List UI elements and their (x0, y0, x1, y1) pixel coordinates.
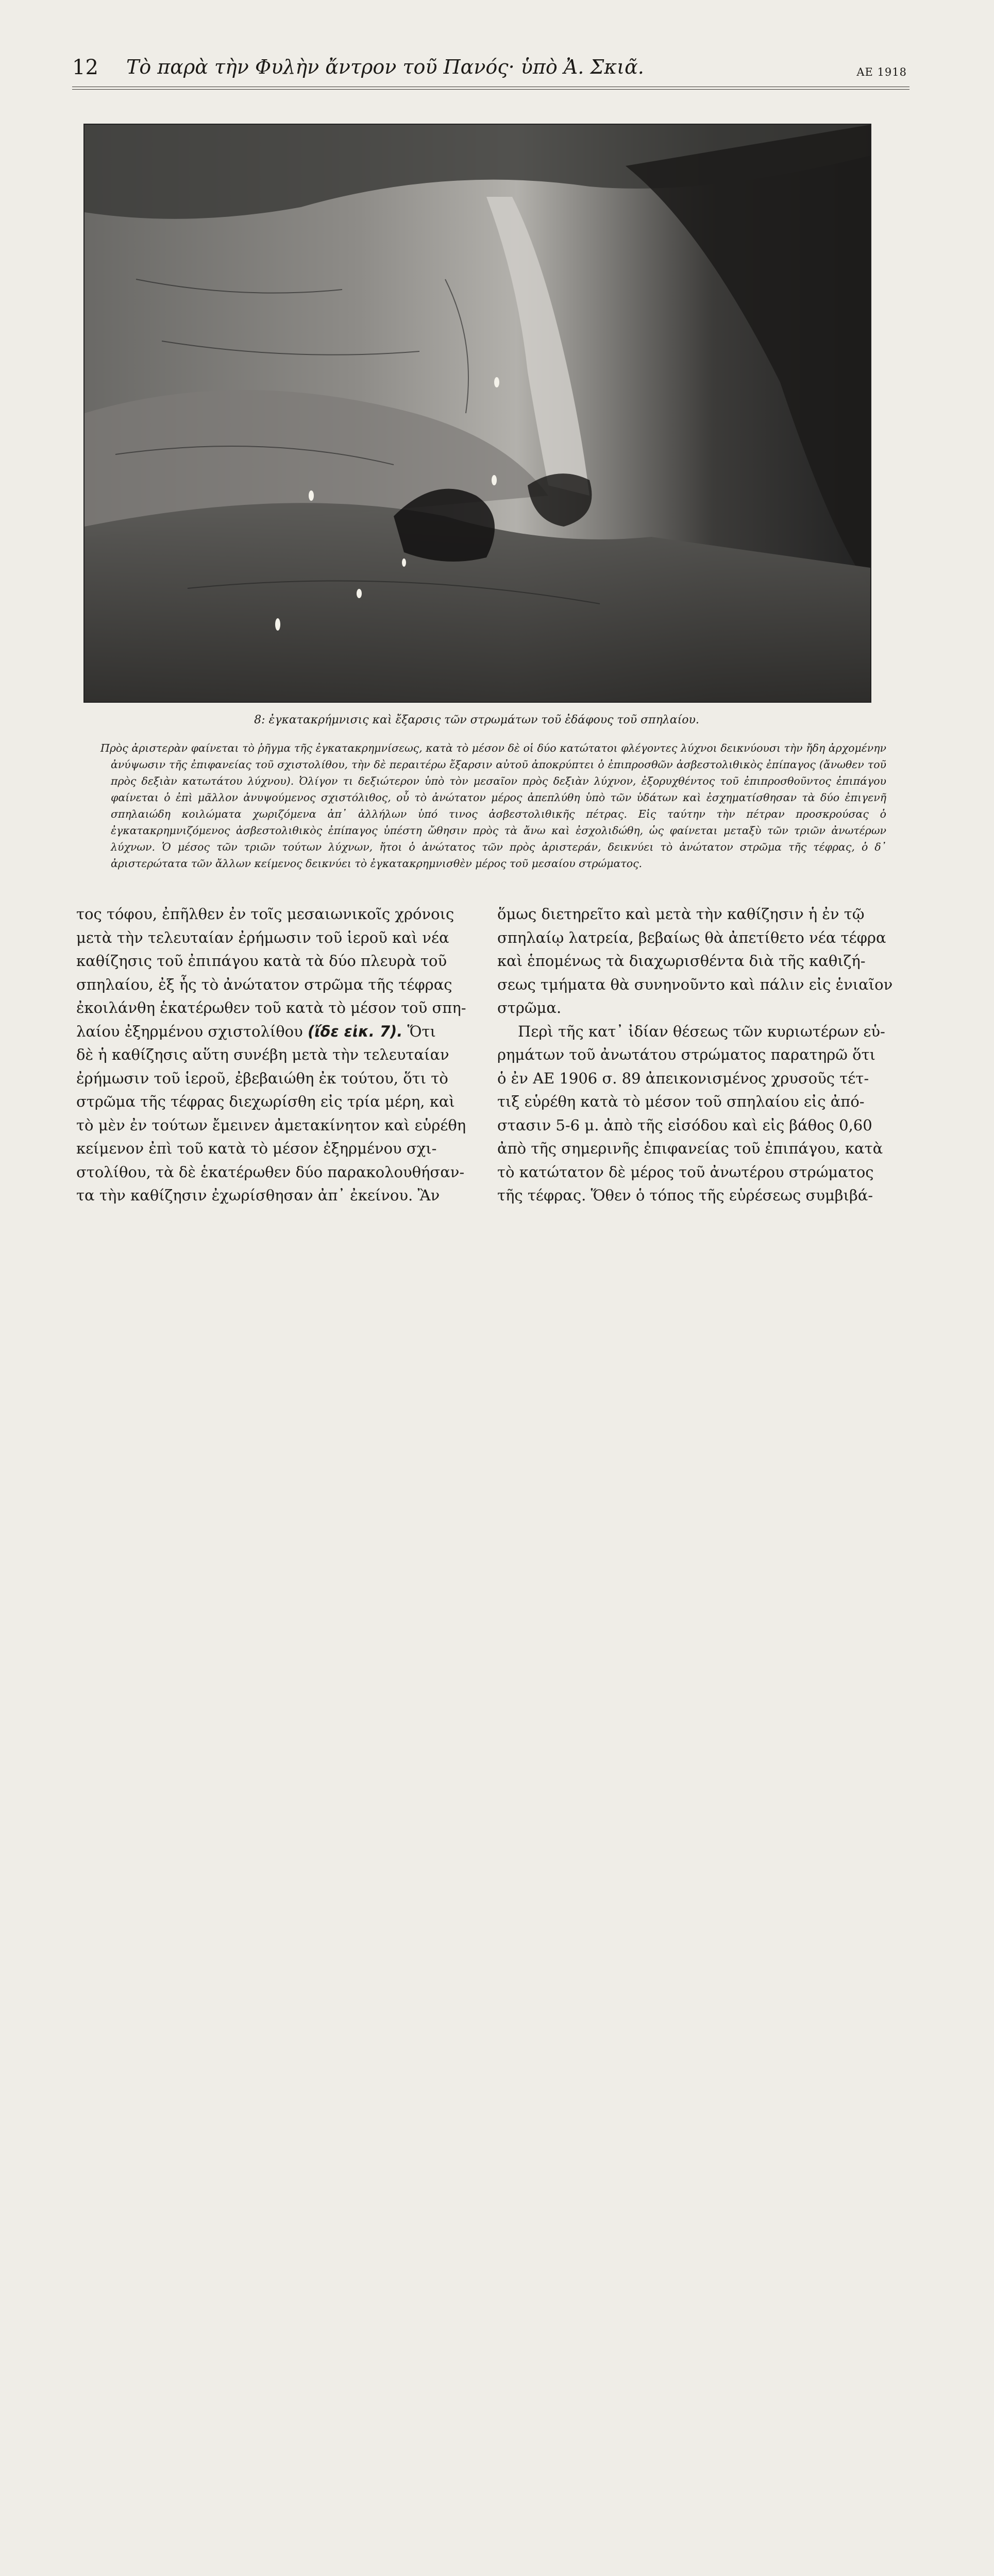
text-line: ρημάτων τοῦ ἀνωτάτου στρώματος παρατηρῶ ὅτι (497, 1046, 875, 1063)
text-line: σεως τμήματα θὰ συνηνοῦντο καὶ πάλιν εἰς ἑνιαῖον (497, 975, 893, 993)
lamp-lower (357, 589, 362, 598)
lamp-lower-middle (402, 558, 406, 567)
text-line: δὲ ἡ καθίζησις αὕτη συνέβη μετὰ τὴν τελευταίαν (76, 1046, 449, 1063)
text-line: τὸ μὲν ἐν τούτων ἔμεινεν ἀμετακίνητον καὶ εὑρέθη (76, 1116, 466, 1134)
running-title: Τὸ παρὰ τὴν Φυλὴν ἄντρον τοῦ Πανός· ὑπὸ Ἀ. Σκιᾶ. (126, 56, 644, 78)
text-line-part: λαίου ἐξηρμένου σχιστολίθου (76, 1022, 303, 1040)
page-footer (0, 1334, 994, 1412)
text-line: στρῶμα τῆς τέφρας διεχωρίσθη εἰς τρία μέρη, καὶ (76, 1093, 455, 1110)
text-line: τιξ εὑρέθη κατὰ τὸ μέσον τοῦ σπηλαίου εἰς ἀπό- (497, 1093, 865, 1110)
figure-description: Πρὸς ἀριστερὰν φαίνεται τὸ ῥῆγμα τῆς ἐγκατακρημνίσεως, κατὰ τὸ μέσον δὲ οἱ δύο κατώτατοι φλέγοντες λύχνοι δεικνύουσι τὴν ἤδη ἀρχομένην ἀνύψωσιν τῆς ἐπιφανείας τοῦ σχιστολίθου, τὴν δὲ περαιτέρω ἔξαρσιν αὐτοῦ ἀποκρύπτει ὁ ἐπιπροσθῶν ἀσβεστολιθικὸς ἐπίπαγος (ἄνωθεν τοῦ πρὸς δεξιὰν κατωτάτου λύχνου). Ὀλίγον τι δεξιώτερον ὑπὸ τὸν μεσαῖον πρὸς δεξιὰν λύχνον, ἐξορυχθέντος τοῦ ἐπιπροσθοῦντος ἐπιπάγου φαίνεται ὁ ἐπὶ μᾶλλον ἀνυψούμενος σχιστόλιθος, οὗ τὸ ἀνώτατον μέρος ἀπεπλύθη ὑπὸ τῶν ὑδάτων καὶ ἐσχηματίσθησαν τὰ δύο ἐπιγενῆ σπηλαιώδη κοιλώματα χωριζόμενα ἀπ᾽ ἀλλήλων ὑπό τινος ἀσβεστολιθικῆς πέτρας. Εἰς ταύτην τὴν πέτραν προσκρούσας ὁ ἐγκατακρημνιζόμενος ἀσβεστολιθικὸς ἐπίπαγος ὑπέστη ὤθησιν πρὸς τὰ ἄνω καὶ ἐσχολιδώθη, ὡς φαίνεται μεταξὺ τῶν τριῶν ἀνωτέρων λύχνων. Ὁ μέσος τῶν τριῶν τούτων λύχνων, ἤτοι ὁ ἀνώτατος τῶν πρὸς ἀριστεράν, δεικνύει τὸ ἀνώτατον στρῶμα τῆς τέφρας, ὁ δ᾽ ἀριστερώτατα τῶν ἄλλων κείμενος δεικνύει τὸ ἐγκατακρημνισθὲν μέρος τοῦ μεσαίου στρώματος. (100, 742, 886, 870)
text-line: τῆς τέφρας. Ὅθεν ὁ τόπος τῆς εὑρέσεως συμβιβά- (497, 1187, 873, 1204)
figure-caption: 8: ἐγκατακρήμνισις καὶ ἔξαρσις τῶν στρωμάτων τοῦ ἐδάφους τοῦ σπηλαίου. (254, 714, 699, 726)
text-line: στρῶμα. (497, 999, 562, 1016)
text-line: καθίζησις τοῦ ἐπιπάγου κατὰ τὰ δύο πλευρὰ τοῦ (76, 952, 447, 970)
text-line: ἐκοιλάνθη ἑκατέρωθεν τοῦ κατὰ τὸ μέσον τοῦ σπη- (76, 999, 466, 1016)
text-line: ἀπὸ τῆς σημερινῆς ἐπιφανείας τοῦ ἐπιπάγου, κατὰ (497, 1140, 883, 1157)
lamp-upper (494, 377, 499, 387)
cave-photo-drawing (85, 125, 870, 702)
text-line: τα τὴν καθίζησιν ἐχωρίσθησαν ἀπ᾽ ἐκείνου. Ἂν (76, 1187, 440, 1204)
left-text-column (76, 903, 483, 1208)
text-line: κείμενον ἐπὶ τοῦ κατὰ τὸ μέσον ἐξηρμένου σχι- (76, 1140, 437, 1157)
text-line: καὶ ἑπομένως τὰ διαχωρισθέντα διὰ τῆς καθιζή- (497, 952, 866, 970)
header-rule-secondary (72, 89, 909, 90)
page-number: 12 (72, 56, 98, 79)
right-text-column (497, 903, 893, 1208)
text-line: σπηλαίου, ἐξ ἧς τὸ ἀνώτατον στρῶμα τῆς τέφρας (76, 975, 452, 993)
text-line: ἐρήμωσιν τοῦ ἱεροῦ, ἐβεβαιώθη ἐκ τούτου, ὅτι τὸ (76, 1069, 448, 1087)
text-line-with-figref (76, 1020, 483, 1044)
text-line-part: Ὅτι (402, 1022, 436, 1040)
text-line: τος τόφου, ἐπῆλθεν ἐν τοῖς μεσαιωνικοῖς χρόνοις (76, 905, 454, 923)
figure-reference: (ἴδε εἰκ. 7). (307, 1022, 403, 1040)
lamp-middle (492, 475, 497, 485)
page-header (72, 56, 907, 81)
text-line: σπηλαίῳ λατρεία, βεβαίως θὰ ἀπετίθετο νέα τέφρα (497, 928, 886, 946)
text-line: ὅμως διετηρεῖτο καὶ μετὰ τὴν καθίζησιν ἡ ἐν τῷ (497, 905, 865, 923)
lamp-lowest (275, 618, 280, 631)
text-line: στολίθου, τὰ δὲ ἑκατέρωθεν δύο παρακολουθήσαν- (76, 1163, 465, 1181)
lamp-left (309, 490, 314, 501)
text-line: μετὰ τὴν τελευταίαν ἐρήμωσιν τοῦ ἱεροῦ καὶ νέα (76, 928, 449, 946)
text-line: ὁ ἐν ΑΕ 1906 σ. 89 ἀπεικονισμένος χρυσοῦς τέτ- (497, 1069, 869, 1087)
cave-photograph (83, 124, 871, 703)
text-line: στασιν 5-6 μ. ἀπὸ τῆς εἰσόδου καὶ εἰς βάθος 0,60 (497, 1116, 872, 1134)
text-line: τὸ κατώτατον δὲ μέρος τοῦ ἀνωτέρου στρώματος (497, 1163, 874, 1181)
journal-label: ΑΕ 1918 (856, 66, 907, 78)
paragraph-start-line: Περὶ τῆς κατ᾽ ἰδίαν θέσεως τῶν κυριωτέρων εὑ- (518, 1022, 885, 1040)
